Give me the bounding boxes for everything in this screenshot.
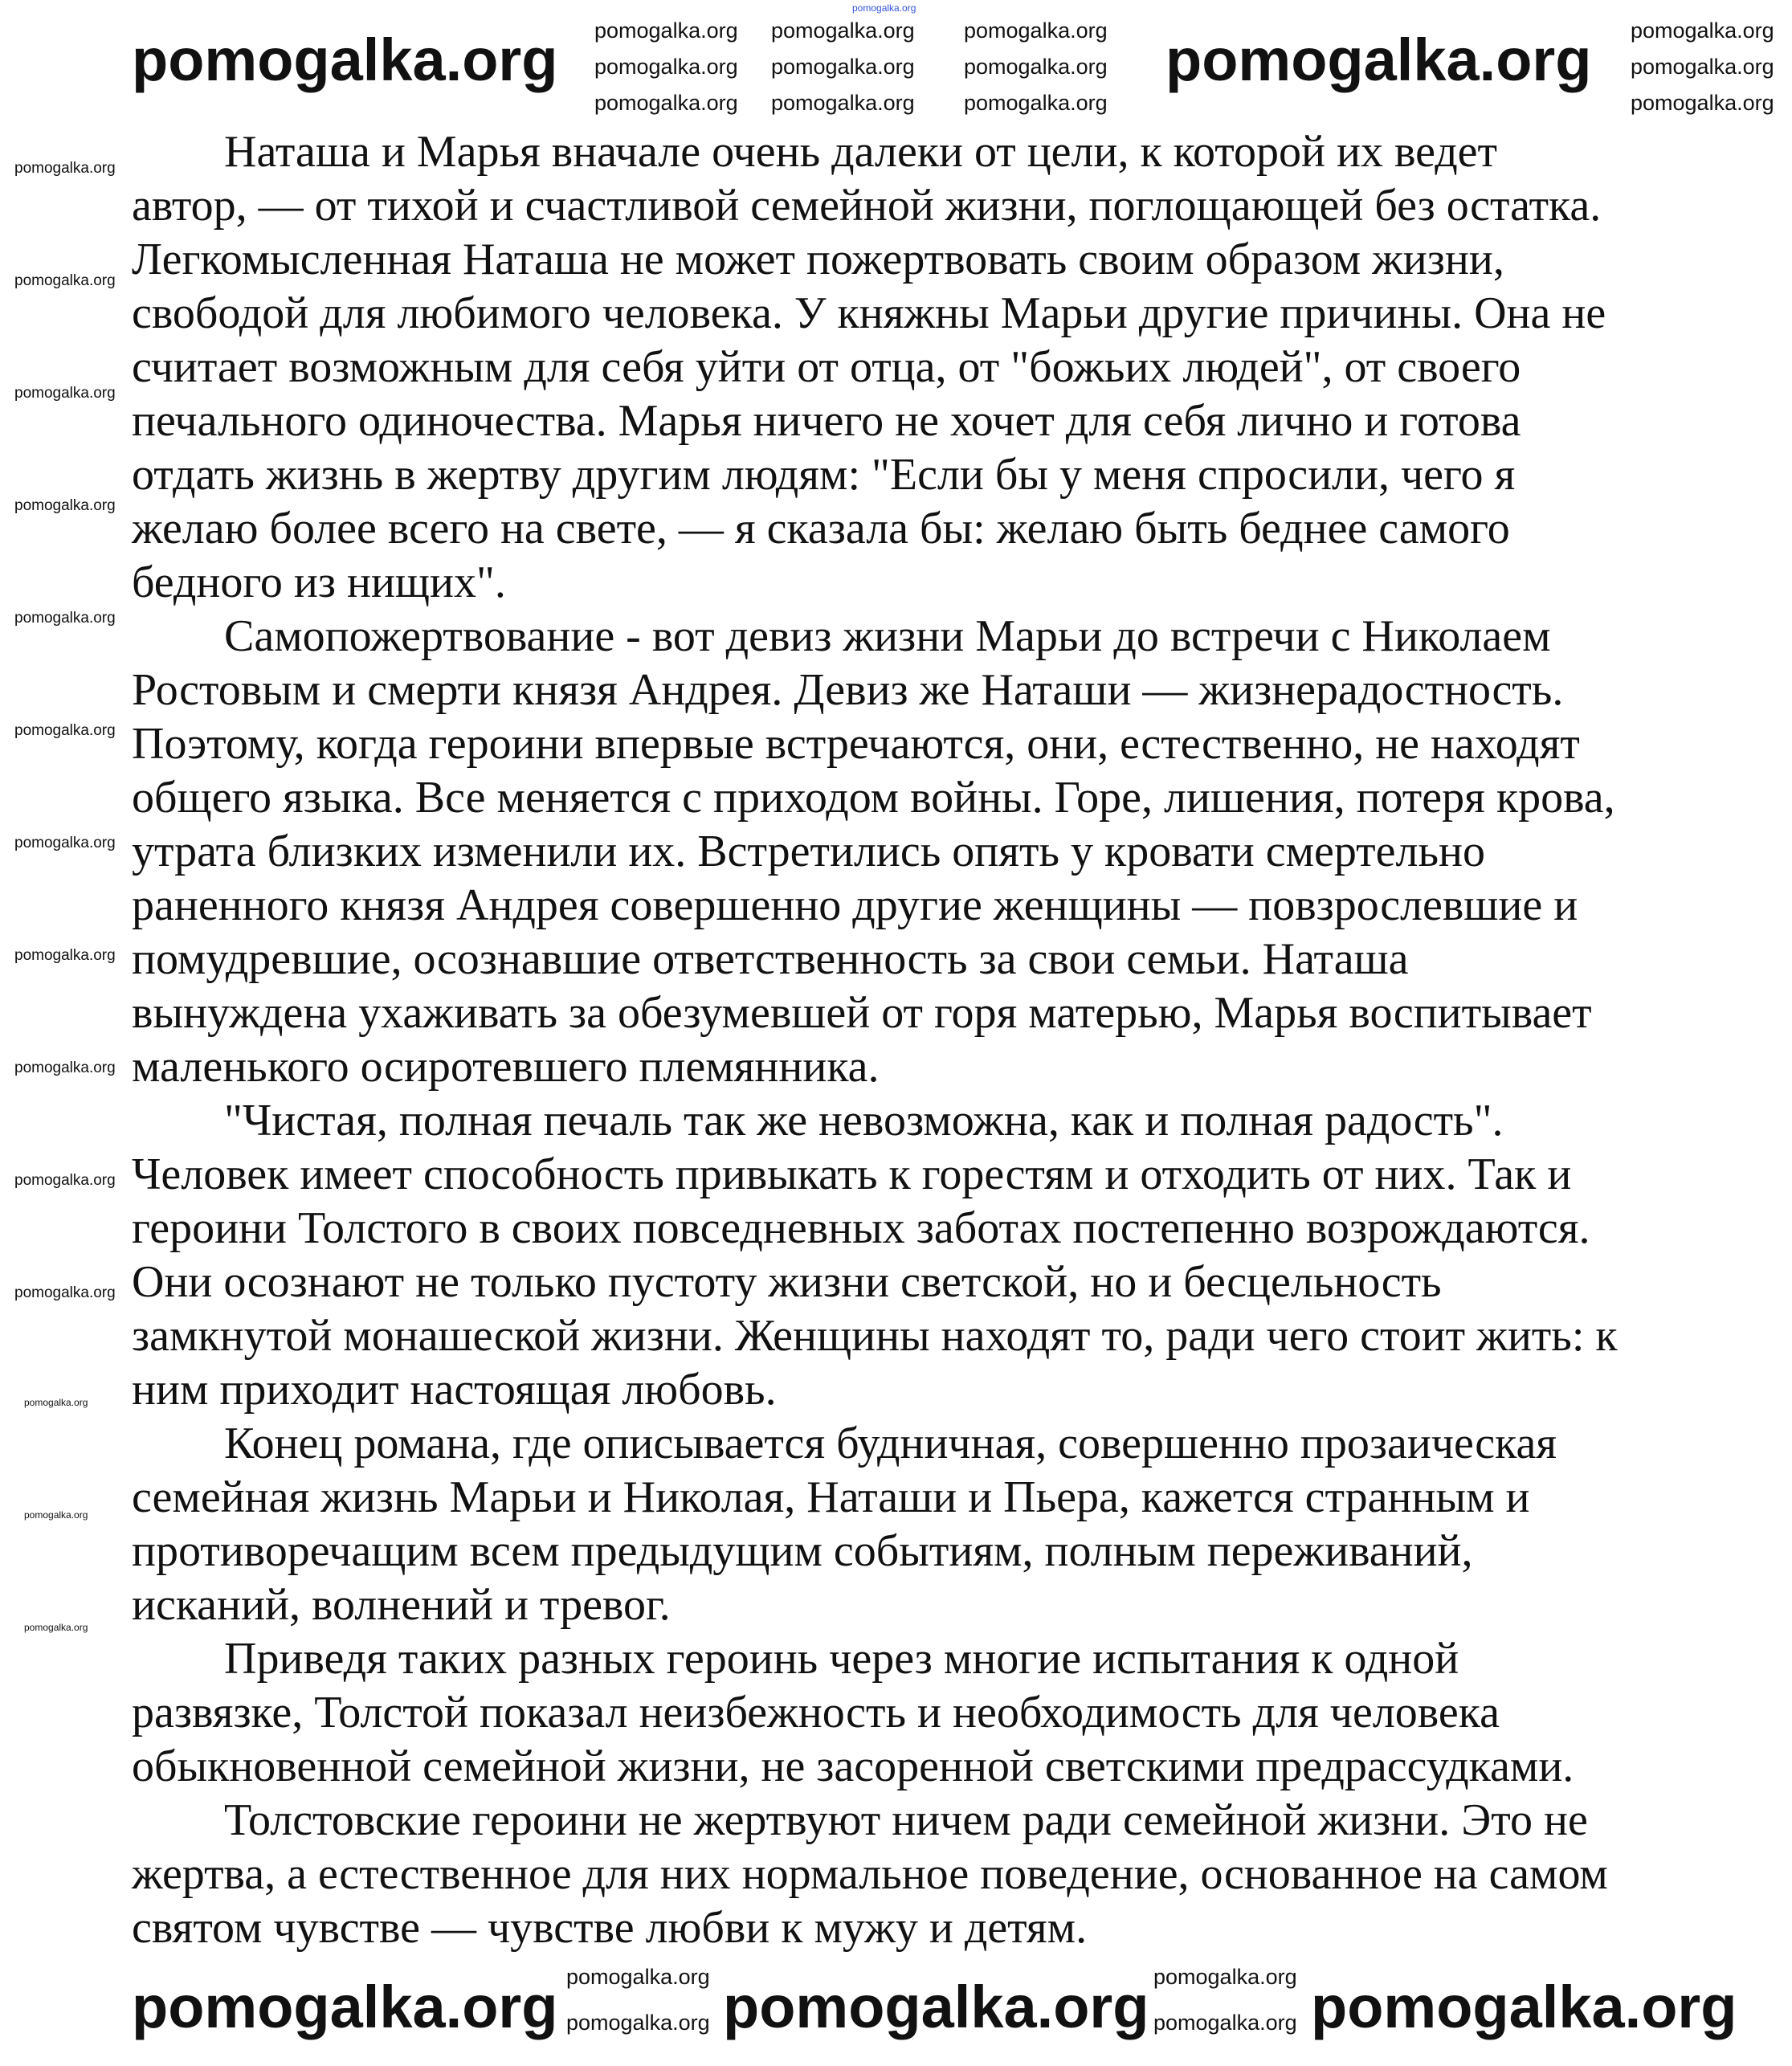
watermark: pomogalka.org: [771, 55, 915, 79]
watermark: pomogalka.org: [14, 947, 116, 964]
watermark: pomogalka.org: [1631, 55, 1774, 79]
text-line: Человек имеет способность привыкать к горестям и отходить от них. Так и: [132, 1149, 1572, 1199]
text-line: отдать жизнь в жертву другим людям: "Если бы у меня спросили, чего я: [132, 450, 1516, 500]
text-line: автор, — от тихой и счастливой семейной жизни, поглощающей без остатка.: [132, 181, 1602, 231]
text-line: помудревшие, осознавшие ответственность за свои семьи. Наташа: [132, 934, 1409, 984]
text-line: бедного из нищих".: [132, 557, 506, 607]
text-line: противоречащим всем предыдущим событиям, полным переживаний,: [132, 1526, 1473, 1576]
watermark: pomogalka.org: [1311, 1974, 1737, 2040]
watermark: pomogalka.org: [14, 272, 116, 289]
text-line: свободой для любимого человека. У княжны Марьи другие причины. Она не: [132, 288, 1606, 338]
watermark: pomogalka.org: [964, 55, 1108, 79]
watermark: pomogalka.org: [14, 1284, 116, 1301]
watermark: pomogalka.org: [1631, 91, 1774, 115]
watermark: pomogalka.org: [594, 55, 738, 79]
text-line: героини Толстого в своих повседневных заботах постепенно возрождаются.: [132, 1203, 1590, 1253]
text-line: развязке, Толстой показал неизбежность и необходимость для человека: [132, 1688, 1500, 1737]
watermark: pomogalka.org: [14, 1060, 116, 1076]
watermark: pomogalka.org: [1165, 27, 1592, 93]
watermark: pomogalka.org: [14, 385, 116, 402]
watermark: pomogalka.org: [566, 2011, 710, 2035]
text-line: вынуждена ухаживать за обезумевшей от горя матерью, Марья воспитывает: [132, 988, 1592, 1038]
watermark: pomogalka.org: [132, 1974, 558, 2040]
text-line: печального одиночества. Марья ничего не хочет для себя лично и готова: [132, 396, 1521, 446]
watermark: pomogalka.org: [1153, 1965, 1297, 1989]
text-line: Наташа и Марья вначале очень далеки от цели, к которой их ведет: [224, 127, 1498, 177]
watermark: pomogalka.org: [132, 27, 558, 93]
watermark: pomogalka.org: [771, 18, 915, 43]
watermark: pomogalka.org: [852, 2, 916, 14]
watermark: pomogalka.org: [14, 160, 116, 177]
text-line: исканий, волнений и тревог.: [132, 1580, 671, 1630]
text-line: раненного князя Андрея совершенно другие женщины — повзрослевшие и: [132, 880, 1578, 930]
watermark: pomogalka.org: [723, 1974, 1149, 2040]
text-line: общего языка. Все меняется с приходом войны. Горе, лишения, потеря крова,: [132, 773, 1615, 823]
watermark: pomogalka.org: [1631, 18, 1774, 43]
text-line: утрата близких изменили их. Встретились опять у кровати смертельно: [132, 827, 1485, 876]
text-line: святом чувстве — чувстве любви к мужу и детям.: [132, 1903, 1088, 1953]
text-line: желаю более всего на свете, — я сказала бы: желаю быть беднее самого: [132, 504, 1510, 553]
text-line: ним приходит настоящая любовь.: [132, 1365, 777, 1415]
text-line: маленького осиротевшего племянника.: [132, 1042, 880, 1092]
watermark: pomogalka.org: [24, 1397, 88, 1408]
watermark: pomogalka.org: [14, 835, 116, 851]
watermark: pomogalka.org: [566, 1965, 710, 1989]
text-line: Легкомысленная Наташа не может пожертвовать своим образом жизни,: [132, 235, 1504, 284]
watermark: pomogalka.org: [771, 91, 915, 115]
watermark: pomogalka.org: [24, 1509, 88, 1521]
text-line: жертва, а естественное для них нормальное поведение, основанное на самом: [132, 1849, 1608, 1899]
watermark: pomogalka.org: [594, 18, 738, 43]
text-line: Они осознают не только пустоту жизни светской, но и бесцельность: [132, 1257, 1442, 1307]
watermark: pomogalka.org: [1153, 2011, 1297, 2035]
watermark: pomogalka.org: [14, 610, 116, 627]
text-line: Самопожертвование - вот девиз жизни Марьи до встречи с Николаем: [224, 611, 1551, 661]
text-line: Приведя таких разных героинь через многие испытания к одной: [224, 1634, 1459, 1684]
text-line: замкнутой монашеской жизни. Женщины находят то, ради чего стоит жить: к: [132, 1311, 1618, 1361]
text-line: Поэтому, когда героини впервые встречаются, они, естественно, не находят: [132, 719, 1580, 769]
text-line: Ростовым и смерти князя Андрея. Девиз же Наташи — жизнерадостность.: [132, 665, 1564, 715]
text-line: обыкновенной семейной жизни, не засоренной светскими предрассудками.: [132, 1741, 1574, 1791]
watermark: pomogalka.org: [14, 722, 116, 739]
watermark: pomogalka.org: [964, 18, 1108, 43]
watermark: pomogalka.org: [14, 497, 116, 514]
text-line: Конец романа, где описывается будничная, совершенно прозаическая: [224, 1419, 1557, 1468]
text-line: "Чистая, полная печаль так же невозможна, как и полная радость".: [224, 1096, 1504, 1145]
text-line: считает возможным для себя уйти от отца, от "божьих людей", от своего: [132, 342, 1521, 392]
watermark: pomogalka.org: [964, 91, 1108, 115]
text-line: Толстовские героини не жертвуют ничем ради семейной жизни. Это не: [224, 1795, 1588, 1845]
watermark: pomogalka.org: [24, 1622, 88, 1633]
watermark: pomogalka.org: [14, 1172, 116, 1189]
watermark: pomogalka.org: [594, 91, 738, 115]
text-line: семейная жизнь Марьи и Николая, Наташи и Пьера, кажется странным и: [132, 1472, 1530, 1522]
